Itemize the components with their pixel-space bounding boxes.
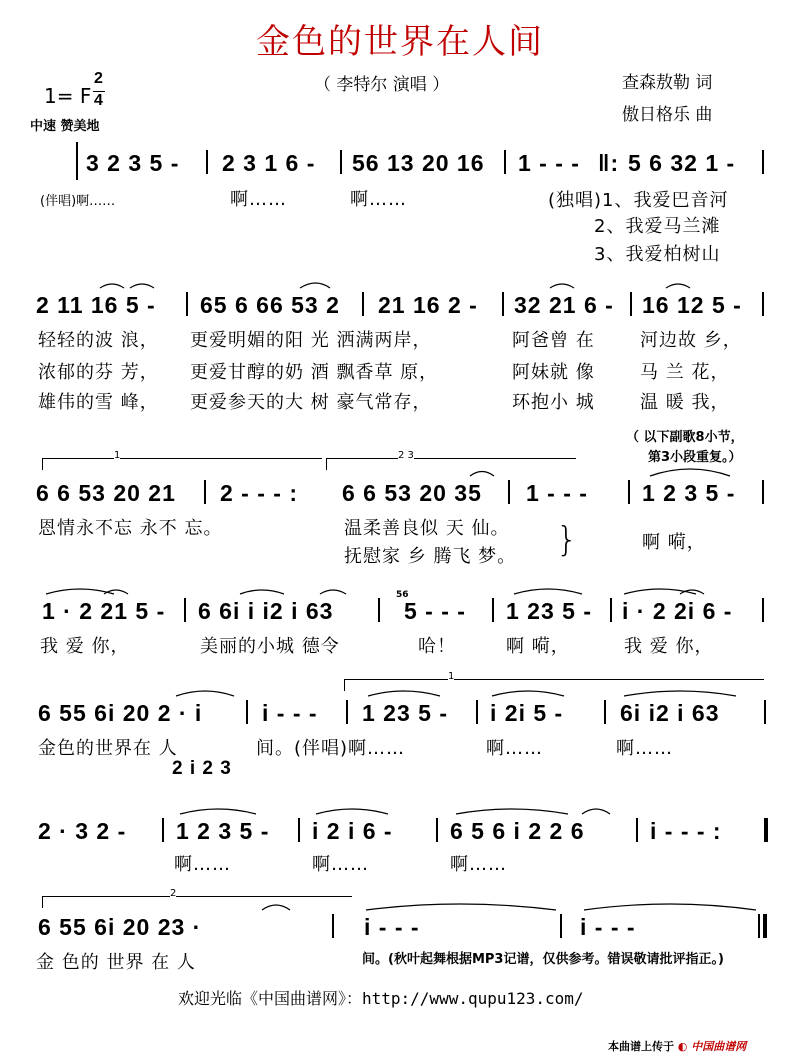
lyric: 3、我爱柏树山 bbox=[594, 244, 721, 265]
lyric: 美丽的小城 德令 bbox=[200, 636, 340, 657]
measure-3: 56 13 20 16 bbox=[352, 150, 485, 176]
lyric: (伴唱)啊…… bbox=[40, 194, 116, 209]
key-signature: 1= F bbox=[44, 84, 92, 108]
lyric: 抚慰家 乡 腾飞 梦。 bbox=[344, 546, 517, 567]
lyric: 间。(伴唱)啊…… bbox=[256, 738, 406, 759]
lyricist-credit: 查森敖勒 词 bbox=[622, 73, 713, 93]
measure-24: i 2i 5 - bbox=[490, 700, 564, 726]
lyric: 啊 嗬， bbox=[506, 636, 570, 657]
lyric: 环抱小 城 bbox=[512, 392, 595, 413]
measure-6: 2 11 16 5 - bbox=[36, 292, 156, 318]
lyric: 河边故 乡， bbox=[640, 330, 742, 351]
measure-11: 6 6 53 20 21 bbox=[36, 480, 176, 506]
measure-5: 5 6 32 1 - bbox=[628, 150, 736, 176]
measure-20: i · 2 2i 6 - bbox=[622, 598, 733, 624]
lyric: 更爱明媚的阳 光 洒满两岸， bbox=[190, 330, 432, 351]
repeat-start-sign: ‖: bbox=[598, 150, 620, 176]
page-title: 金色的世界在人间 bbox=[256, 22, 544, 62]
measure-27: 1 2 3 5 - bbox=[176, 818, 270, 844]
logo-icon: ◐ bbox=[677, 1040, 688, 1053]
measure-10: 16 12 5 - bbox=[642, 292, 742, 318]
lyric: 更爱参天的大 树 豪气常存， bbox=[190, 392, 432, 413]
measure-17: 6 6i i i2 i 63 bbox=[198, 598, 334, 624]
measure-16: 1 · 2 21 5 - bbox=[42, 598, 166, 624]
upload-label: 本曲谱上传于 bbox=[608, 1040, 674, 1053]
measure-7: 65 6 66 53 2 bbox=[200, 292, 340, 318]
lyric: (独唱)1、我爱巴音河 bbox=[548, 190, 729, 211]
lyric: 更爱甘醇的奶 酒 飘香草 原， bbox=[190, 362, 439, 383]
volta-1: 1 bbox=[448, 671, 455, 682]
lyric: 金 色的 世界 在 人 bbox=[36, 952, 196, 973]
grace-note: 56 bbox=[396, 590, 409, 600]
lyric: 哈！ bbox=[418, 636, 456, 657]
brace: } bbox=[556, 520, 578, 560]
lyric: 温柔善良似 天 仙。 bbox=[344, 518, 510, 539]
lyric: 金色的世界在 人 bbox=[38, 738, 178, 759]
measure-23: 1 23 5 - bbox=[362, 700, 448, 726]
measure-19: 1 23 5 - bbox=[506, 598, 592, 624]
lyric-note: 间。(秋叶起舞根据MP3记谱，仅供参考。错误敬请批评指正。) bbox=[362, 952, 724, 967]
measure-25: 6i i2 i 63 bbox=[620, 700, 720, 726]
lyric: 恩情永不忘 永不 忘。 bbox=[38, 518, 223, 539]
performer: （ 李特尔 演唱 ） bbox=[314, 75, 450, 95]
lyric: 啊…… bbox=[230, 189, 287, 210]
lyric: 轻轻的波 浪， bbox=[38, 330, 159, 351]
measure-15: 1 2 3 5 - bbox=[642, 480, 736, 506]
ossia-notes: 2 i 2 3 bbox=[172, 758, 232, 779]
lyric: 浓郁的芬 芳， bbox=[38, 362, 159, 383]
lyric: 2、我爱马兰滩 bbox=[594, 216, 721, 237]
measure-14: 1 - - - bbox=[526, 480, 588, 506]
measure-21: 6 55 6i 20 2 · i bbox=[38, 700, 203, 726]
measure-9: 32 21 6 - bbox=[514, 292, 614, 318]
lyric: 我 爱 你， bbox=[40, 636, 130, 657]
measure-31: 6 55 6i 20 23 · bbox=[38, 914, 202, 940]
measure-33: i - - - bbox=[580, 914, 636, 940]
time-signature-top: 2 bbox=[94, 70, 104, 87]
volta-2-3: 2 3 bbox=[398, 450, 414, 461]
site-logo: 中国曲谱网 bbox=[691, 1040, 747, 1053]
measure-30: i - - - : bbox=[650, 818, 722, 844]
measure-8: 21 16 2 - bbox=[378, 292, 478, 318]
lyric: 啊…… bbox=[312, 854, 369, 875]
measure-28: i 2 i 6 - bbox=[312, 818, 393, 844]
repeat-note: （ 以下副歌8小节， bbox=[626, 430, 744, 445]
measure-2: 2 3 1 6 - bbox=[222, 150, 316, 176]
measure-22: i - - - bbox=[262, 700, 318, 726]
lyric: 啊…… bbox=[450, 854, 507, 875]
lyric: 马 兰 花， bbox=[640, 362, 730, 383]
lyric: 温 暖 我， bbox=[640, 392, 730, 413]
lyric: 啊…… bbox=[174, 854, 231, 875]
tempo-marking: 中速 赞美地 bbox=[30, 119, 100, 134]
site-welcome: 欢迎光临《中国曲谱网》：http://www.qupu123.com/ bbox=[178, 989, 584, 1008]
lyric: 啊…… bbox=[350, 189, 407, 210]
measure-13: 6 6 53 20 35 bbox=[342, 480, 482, 506]
lyric: 雄伟的雪 峰， bbox=[38, 392, 159, 413]
time-signature-bottom: 4 bbox=[94, 92, 104, 109]
lyric: 我 爱 你， bbox=[624, 636, 714, 657]
lyric: 啊 嗬， bbox=[642, 532, 706, 553]
lyric: 啊…… bbox=[486, 738, 543, 759]
measure-26: 2 · 3 2 - bbox=[38, 818, 127, 844]
volta-2: 2 bbox=[170, 888, 177, 899]
measure-32: i - - - bbox=[364, 914, 420, 940]
lyric: 阿爸曾 在 bbox=[512, 330, 595, 351]
measure-4: 1 - - - bbox=[518, 150, 580, 176]
measure-1: 3 2 3 5 - bbox=[86, 150, 180, 176]
measure-18: 5 - - - bbox=[404, 598, 466, 624]
lyric: 啊…… bbox=[616, 738, 673, 759]
lyric: 阿妹就 像 bbox=[512, 362, 595, 383]
repeat-note: 第3小段重复。） bbox=[648, 450, 742, 465]
measure-12: 2 - - - : bbox=[220, 480, 298, 506]
measure-29: 6 5 6 i 2 2 6 bbox=[450, 818, 585, 844]
volta-1: 1 bbox=[114, 450, 121, 461]
composer-credit: 傲日格乐 曲 bbox=[622, 105, 713, 125]
